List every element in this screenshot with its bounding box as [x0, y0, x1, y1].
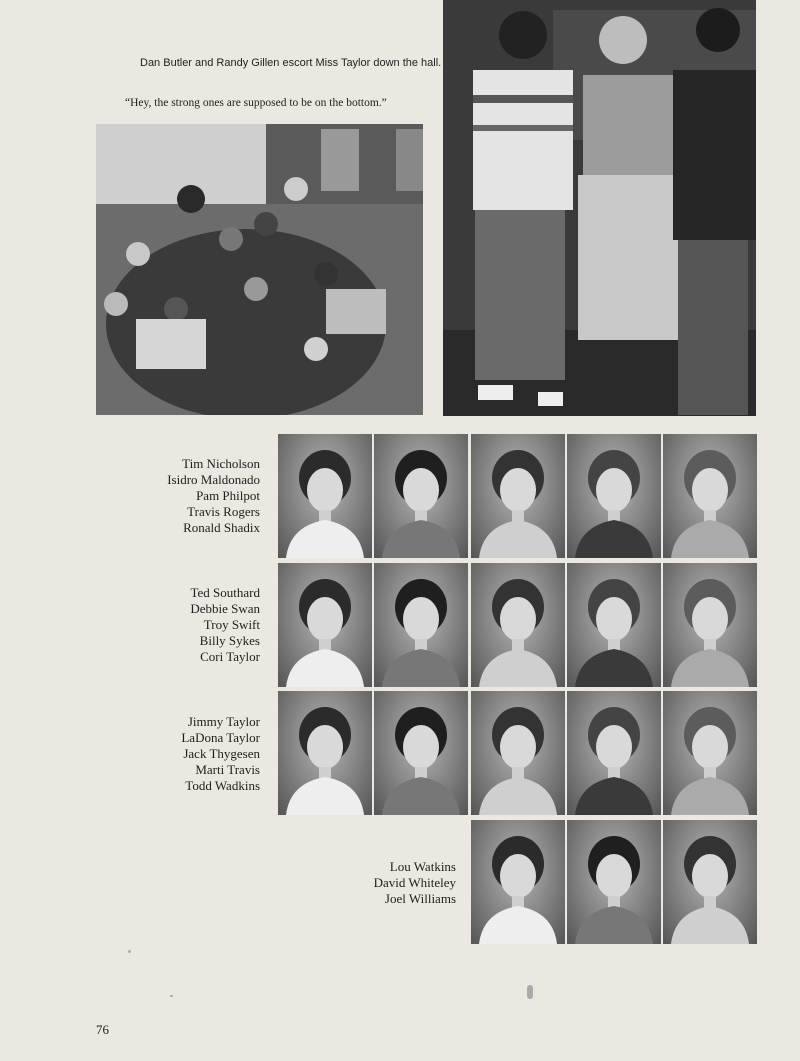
student-portrait	[663, 563, 757, 687]
student-name: Troy Swift	[203, 617, 260, 632]
student-name: Jack Thygesen	[183, 746, 260, 761]
student-portrait	[374, 563, 468, 687]
student-name: Isidro Maldonado	[167, 472, 260, 487]
student-portrait	[374, 434, 468, 558]
escort-photo	[443, 0, 756, 416]
print-speck	[170, 995, 173, 997]
student-name: Ronald Shadix	[183, 520, 260, 535]
page-number: 76	[96, 1022, 109, 1037]
student-name: Lou Watkins	[389, 859, 456, 874]
student-portrait	[663, 691, 757, 815]
student-name: Travis Rogers	[187, 504, 260, 519]
student-portrait	[278, 434, 372, 558]
student-portrait	[471, 820, 565, 944]
escort-caption: Dan Butler and Randy Gillen escort Miss Taylor down the hall.	[140, 57, 442, 69]
student-name: Todd Wadkins	[185, 778, 260, 793]
student-name: Tim Nicholson	[182, 456, 260, 471]
student-portrait	[567, 434, 661, 558]
student-portrait	[471, 563, 565, 687]
student-portrait	[663, 820, 757, 944]
student-portrait	[567, 820, 661, 944]
pyramid-caption: “Hey, the strong ones are supposed to be on the bottom.”	[125, 97, 387, 109]
name-list-row-4	[276, 859, 456, 907]
name-list-row-2	[80, 585, 260, 665]
name-list-row-1	[80, 456, 260, 536]
student-name: Pam Philpot	[196, 488, 260, 503]
student-portrait	[471, 434, 565, 558]
student-portrait	[278, 691, 372, 815]
student-name: Billy Sykes	[199, 633, 260, 648]
student-name: Marti Travis	[195, 762, 260, 777]
student-name: Cori Taylor	[200, 649, 260, 664]
print-speck	[527, 985, 533, 999]
student-name: Jimmy Taylor	[187, 714, 260, 729]
student-portrait	[278, 563, 372, 687]
print-speck	[128, 950, 131, 953]
student-portrait	[663, 434, 757, 558]
student-name: Debbie Swan	[190, 601, 260, 616]
name-list-row-3	[80, 714, 260, 794]
student-portrait	[567, 691, 661, 815]
student-name: Joel Williams	[384, 891, 456, 906]
student-portrait	[567, 563, 661, 687]
student-portrait	[374, 691, 468, 815]
human-pyramid-photo	[96, 124, 423, 415]
student-name: Ted Southard	[190, 585, 260, 600]
student-portrait	[471, 691, 565, 815]
student-name: LaDona Taylor	[181, 730, 260, 745]
student-name: David Whiteley	[373, 875, 456, 890]
